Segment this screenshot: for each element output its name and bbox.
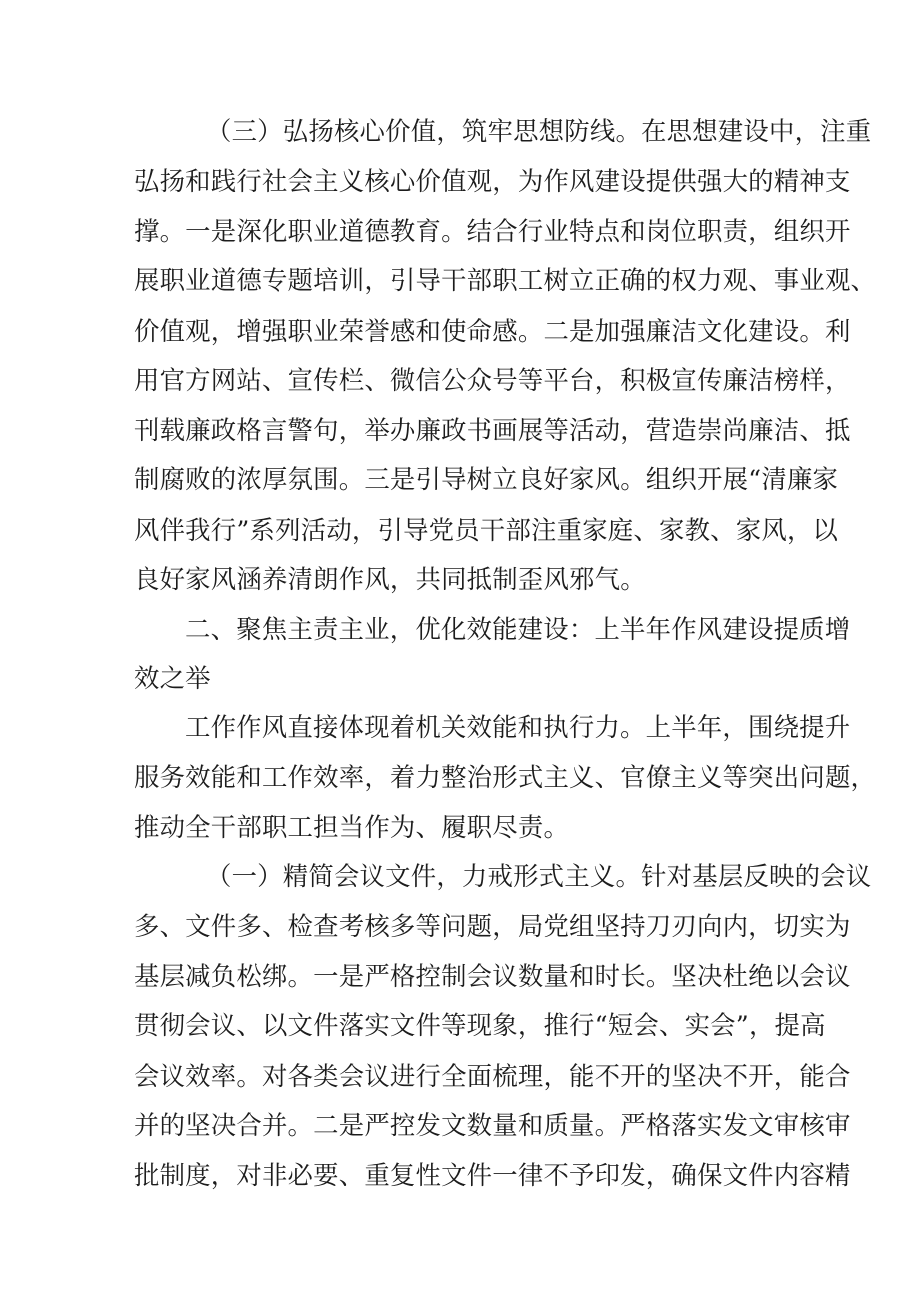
text-line-17: 多、文件多、检查考核多等问题，局党组坚持刀刃向内，切实为 <box>134 911 851 941</box>
text-line-20: 会议效率。对各类会议进行全面梳理，能不开的坚决不开，能合 <box>134 1061 851 1091</box>
text-line-19: 贯彻会议、以文件落实文件等现象，推行“短会、实会”，提高 <box>134 1010 826 1040</box>
text-line-1: （三）弘扬核心价值，筑牢思想防线。在思想建设中，注重 <box>206 116 872 146</box>
text-line-3: 撑。一是深化职业道德教育。结合行业特点和岗位职责，组织开 <box>134 216 851 246</box>
text-line-7: 刊载廉政格言警句，举办廉政书画展等活动，营造崇尚廉洁、抵 <box>134 415 851 445</box>
text-line-10: 良好家风涵养清朗作风，共同抵制歪风邪气。 <box>134 564 646 594</box>
section-heading-line-1: 二、聚焦主责主业，优化效能建设：上半年作风建设提质增 <box>185 614 851 644</box>
text-line-13: 工作作风直接体现着机关效能和执行力。上半年，围绕提升 <box>185 712 851 742</box>
text-line-2: 弘扬和践行社会主义核心价值观，为作风建设提供强大的精神支 <box>134 166 851 196</box>
text-line-9: 风伴我行”系列活动，引导党员干部注重家庭、家教、家风，以 <box>134 515 839 545</box>
text-line-14: 服务效能和工作效率，着力整治形式主义、官僚主义等突出问题， <box>134 762 877 792</box>
text-line-4: 展职业道德专题培训，引导干部职工树立正确的权力观、事业观、 <box>134 265 877 295</box>
text-line-6: 用官方网站、宣传栏、微信公众号等平台，积极宣传廉洁榜样， <box>134 365 851 395</box>
text-line-5: 价值观，增强职业荣誉感和使命感。二是加强廉洁文化建设。利 <box>134 316 851 346</box>
section-heading-line-2: 效之举 <box>134 663 211 693</box>
text-line-18: 基层减负松绑。一是严格控制会议数量和时长。坚决杜绝以会议 <box>134 961 851 991</box>
text-line-15: 推动全干部职工担当作为、履职尽责。 <box>134 812 570 842</box>
text-line-21: 并的坚决合并。二是严控发文数量和质量。严格落实发文审核审 <box>134 1110 851 1140</box>
text-line-8: 制腐败的浓厚氛围。三是引导树立良好家风。组织开展“清廉家 <box>134 464 839 494</box>
text-line-16: （一）精简会议文件，力戒形式主义。针对基层反映的会议 <box>206 861 872 891</box>
text-line-22: 批制度，对非必要、重复性文件一律不予印发，确保文件内容精 <box>134 1160 851 1190</box>
